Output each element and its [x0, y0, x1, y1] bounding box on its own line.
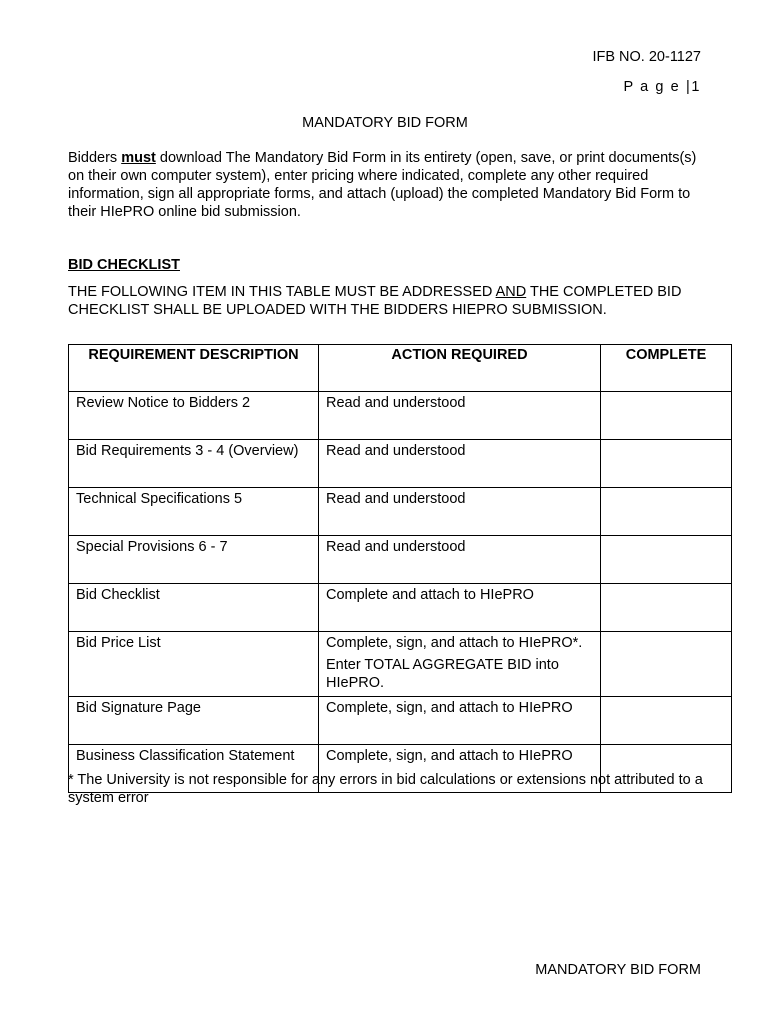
table-header-row [69, 345, 732, 392]
header-complete: COMPLETE [601, 345, 732, 392]
action-cell: Complete and attach to HIePRO [319, 584, 601, 632]
table-row [69, 536, 732, 584]
instructions-text-before: THE FOLLOWING ITEM IN THIS TABLE MUST BE ADDRESSED [68, 284, 496, 300]
intro-emphasis: must [121, 150, 156, 166]
requirement-cell: Special Provisions 6 - 7 [69, 536, 319, 584]
table-row [69, 632, 732, 697]
requirement-cell: Bid Requirements 3 - 4 (Overview) [69, 440, 319, 488]
action-cell: Read and understood [319, 440, 601, 488]
requirement-cell: Review Notice to Bidders 2 [69, 392, 319, 440]
complete-cell[interactable] [601, 632, 732, 697]
intro-text-before: Bidders [68, 150, 122, 166]
complete-cell[interactable] [601, 697, 732, 745]
action-line-2: Enter TOTAL AGGREGATE BID into HIePRO. [326, 657, 559, 691]
table-row [69, 488, 732, 536]
action-cell: Complete, sign, and attach to HIePRO [319, 745, 601, 793]
requirement-cell: Technical Specifications 5 [69, 488, 319, 536]
action-line-1: Complete, sign, and attach to HIePRO*. [326, 635, 583, 651]
action-cell: Read and understood [319, 536, 601, 584]
requirement-cell: Bid Signature Page [69, 697, 319, 745]
intro-text-after: download The Mandatory Bid Form in its entirety (open, save, or print documents(s) on their own computer system), enter pricing where indicated, complete any other required information, sign all appropriate forms, and attach (upload) the completed Mandatory Bid Form to their HIePRO online bid submission. [68, 150, 697, 220]
action-cell: Read and understood [319, 392, 601, 440]
instructions-emphasis: AND [495, 284, 527, 300]
table-row [69, 697, 732, 745]
checklist-heading: BID CHECKLIST [68, 257, 180, 273]
complete-cell[interactable] [601, 536, 732, 584]
footnote: * The University is not responsible for any errors in bid calculations or extensions not attributed to a system error [68, 772, 703, 806]
action-cell [319, 632, 601, 697]
page-number: P a g e |1 [623, 79, 701, 95]
complete-cell[interactable] [601, 440, 732, 488]
complete-cell[interactable] [601, 392, 732, 440]
requirement-cell: Bid Checklist [69, 584, 319, 632]
action-cell: Complete, sign, and attach to HIePRO [319, 697, 601, 745]
requirement-cell: Business Classification Statement [69, 745, 319, 793]
checklist-instructions [68, 283, 708, 319]
document-title: MANDATORY BID FORM [302, 115, 468, 131]
table-row [69, 392, 732, 440]
requirement-cell: Bid Price List [69, 632, 319, 697]
header-action: ACTION REQUIRED [319, 345, 601, 392]
instructions-text-after: THE COMPLETED BID CHECKLIST SHALL BE UPLOADED WITH THE BIDDERS HIEPRO SUBMISSION. [68, 284, 682, 318]
ifb-number: IFB NO. 20-1127 [592, 49, 701, 65]
table-row [69, 440, 732, 488]
page-footer: MANDATORY BID FORM [535, 962, 701, 978]
complete-cell[interactable] [601, 584, 732, 632]
bid-checklist-table [68, 344, 732, 793]
action-cell: Read and understood [319, 488, 601, 536]
complete-cell[interactable] [601, 488, 732, 536]
table-row [69, 584, 732, 632]
header-requirement: REQUIREMENT DESCRIPTION [69, 345, 319, 392]
intro-paragraph [68, 149, 708, 221]
